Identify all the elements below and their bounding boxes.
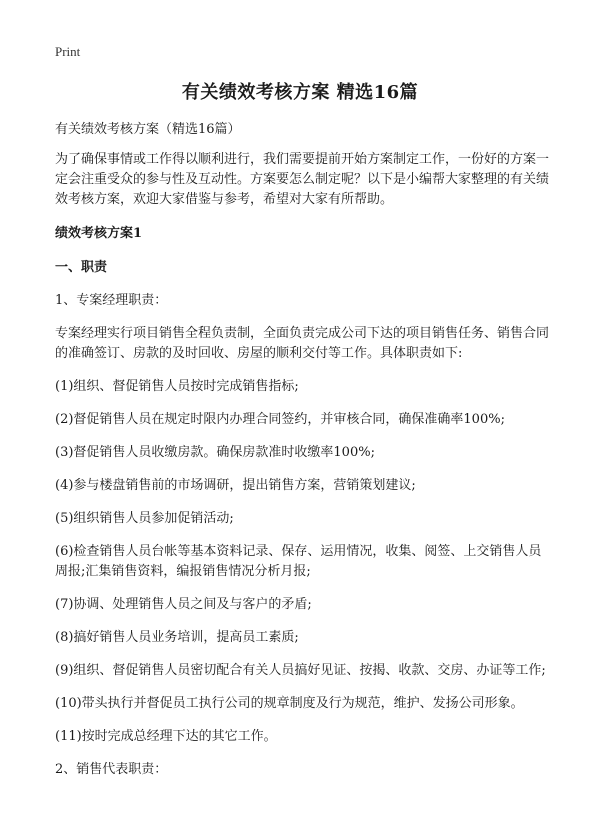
document-body	[55, 120, 550, 793]
duty-item: (6)检查销售人员台帐等基本资料记录、保存、运用情况，收集、阅签、上交销售人员周报;汇集销售资料，编报销售情况分析月报;	[55, 544, 542, 579]
item-2-label: 2、销售代表职责：	[55, 762, 168, 777]
item-1-label: 1、专案经理职责：	[55, 293, 168, 308]
intro-paragraph: 为了确保事情或工作得以顺利进行，我们需要提前开始方案制定工作，一份好的方案一定会注重受众的参与性及互动性。方案要怎么制定呢？以下是小编帮大家整理的有关绩效考核方案，欢迎大家借鉴与参考，希望对大家有所帮助。	[55, 152, 550, 207]
document-subtitle: 有关绩效考核方案（精选16篇）	[55, 122, 241, 137]
duty-item: (5)组织销售人员参加促销活动;	[55, 511, 234, 526]
duty-item: (2)督促销售人员在规定时限内办理合同签约，并审核合同，确保准确率100%;	[55, 412, 505, 427]
duty-item: (11)按时完成总经理下达的其它工作。	[55, 729, 277, 744]
heading-duties: 一、职责	[55, 260, 108, 275]
section-title: 绩效考核方案1	[55, 226, 143, 241]
duty-item: (4)参与楼盘销售前的市场调研，提出销售方案，营销策划建议;	[55, 478, 416, 493]
print-label[interactable]: Print	[55, 44, 81, 59]
duty-item: (10)带头执行并督促员工执行公司的规章制度及行为规范，维护、发扬公司形象。	[55, 696, 524, 711]
page-title: 有关绩效考核方案 精选16篇	[181, 82, 419, 103]
duty-item: (9)组织、督促销售人员密切配合有关人员搞好见证、按揭、收款、交房、办证等工作;	[55, 663, 546, 678]
duty-item: (3)督促销售人员收缴房款。确保房款准时收缴率100%;	[55, 445, 375, 460]
item-1-description: 专案经理实行项目销售全程负责制，全面负责完成公司下达的项目销售任务、销售合同的准确签订、房款的及时回收、房屋的顺利交付等工作。具体职责如下:	[55, 326, 550, 361]
duty-item: (7)协调、处理销售人员之间及与客户的矛盾;	[55, 597, 312, 612]
duty-item: (1)组织、督促销售人员按时完成销售指标;	[55, 379, 299, 394]
duty-item: (8)搞好销售人员业务培训，提高员工素质;	[55, 630, 299, 645]
